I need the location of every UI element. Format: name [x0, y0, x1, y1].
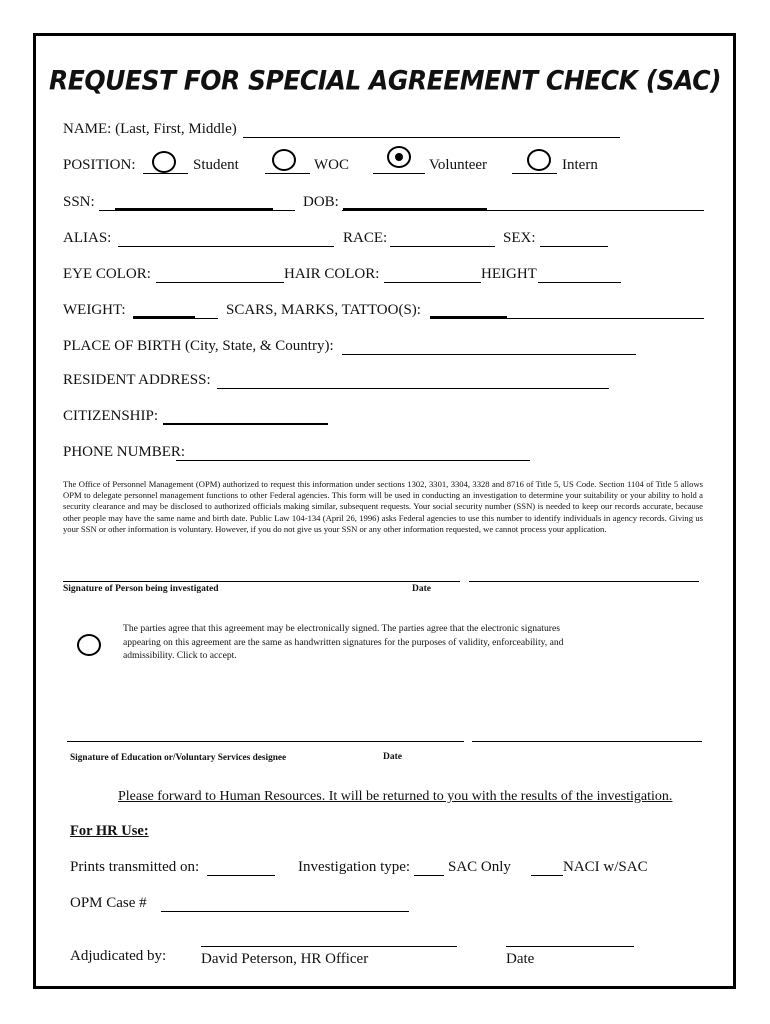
hair-color-field[interactable] — [384, 282, 481, 283]
woc-radio[interactable] — [272, 149, 296, 171]
volunteer-line — [373, 173, 425, 174]
dob-line-bold — [343, 208, 487, 210]
sac-only-field[interactable] — [414, 875, 444, 876]
signature-designee-date-label: Date — [383, 752, 402, 762]
weight-field[interactable] — [133, 318, 218, 319]
privacy-notice: The Office of Personnel Management (OPM) authorized to request this information under sections 1302, 3301, 3304, 3328 and 8716 of Title 5, US Code. Section 1104 of Title 5 allows OPM to delegate personnel management functions to other Federal agencies. This form will be used in conducting an investigation to determine your suitability or your ability to hold a security clearance and may be disclosed to authorized officials making similar, subsequent requests. Your social security number (SSN) is needed to keep our records accurate, because other people may have the same name and birth date. Public Law 104-134 (April 26, 1996) asks Federal agencies to use this number to identify individuals in agency records. Giving us your SSN or other information is voluntary. However, if you do not give us your SSN or any other information requested, we cannot process your application. — [63, 479, 703, 534]
scars-label: SCARS, MARKS, TATTOO(S): — [226, 302, 421, 318]
volunteer-label: Volunteer — [429, 157, 488, 173]
adjudicated-date-line[interactable] — [506, 946, 634, 947]
position-label: POSITION: — [63, 157, 136, 173]
prints-transmitted-label: Prints transmitted on: — [70, 859, 200, 875]
height-label: HEIGHT — [481, 266, 537, 282]
hair-color-label: HAIR COLOR: — [284, 266, 380, 282]
sac-only-label: SAC Only — [448, 859, 511, 875]
adjudicated-signature-line[interactable] — [201, 946, 457, 947]
intern-line — [512, 173, 557, 174]
opm-case-field[interactable] — [161, 911, 409, 912]
prints-transmitted-field[interactable] — [207, 875, 275, 876]
phone-label: PHONE NUMBER: — [63, 444, 186, 460]
scars-field[interactable] — [430, 318, 704, 319]
adjudicated-by-label: Adjudicated by: — [70, 948, 167, 964]
eye-color-field[interactable] — [156, 282, 284, 283]
hr-officer-name: David Peterson, HR Officer — [201, 951, 369, 967]
dob-label: DOB: — [303, 194, 339, 210]
signature-designee-label: Signature of Education or/Voluntary Services designee — [70, 753, 287, 763]
signature-person-date-label: Date — [412, 584, 431, 594]
naci-field[interactable] — [531, 875, 563, 876]
ssn-field[interactable] — [99, 210, 295, 211]
consent-text: The parties agree that this agreement may be electronically signed. The parties agree that the electronic signatures appearing on this agreement are the same as handwritten signatures for the purposes of validity, enforceability, and admissibility. Click to accept. — [123, 623, 564, 661]
investigation-type-label: Investigation type: — [298, 859, 411, 875]
weight-label: WEIGHT: — [63, 302, 126, 318]
phone-field[interactable] — [176, 460, 530, 461]
height-field[interactable] — [538, 282, 621, 283]
accept-consent-radio[interactable] — [77, 634, 101, 656]
eye-color-label: EYE COLOR: — [63, 266, 151, 282]
intern-radio[interactable] — [527, 149, 551, 171]
resident-address-field[interactable] — [217, 388, 609, 389]
race-label: RACE: — [343, 230, 388, 246]
citizenship-field[interactable] — [163, 423, 328, 425]
hr-use-heading: For HR Use: — [70, 823, 149, 839]
signature-person-label: Signature of Person being investigated — [63, 584, 219, 594]
woc-line — [265, 173, 310, 174]
dob-field[interactable] — [342, 210, 704, 211]
signature-designee-line[interactable] — [67, 741, 464, 742]
weight-line-bold — [133, 316, 195, 318]
alias-field[interactable] — [118, 246, 334, 247]
intern-label: Intern — [562, 157, 598, 173]
race-field[interactable] — [390, 246, 495, 247]
opm-case-label: OPM Case # — [70, 895, 147, 911]
citizenship-label: CITIZENSHIP: — [63, 408, 158, 424]
ssn-label: SSN: — [63, 194, 95, 210]
scars-line-bold — [430, 316, 507, 318]
forward-note: Please forward to Human Resources. It will be returned to you with the results of the investigation. — [118, 789, 673, 804]
signature-person-date-line[interactable] — [469, 581, 699, 582]
alias-label: ALIAS: — [63, 230, 112, 246]
place-of-birth-field[interactable] — [342, 354, 636, 355]
woc-label: WOC — [314, 157, 349, 173]
adjudicated-date-label: Date — [506, 951, 535, 967]
resident-address-label: RESIDENT ADDRESS: — [63, 372, 211, 388]
volunteer-radio[interactable] — [387, 146, 411, 168]
name-field[interactable] — [243, 137, 620, 138]
signature-designee-date-line[interactable] — [472, 741, 702, 742]
sex-label: SEX: — [503, 230, 536, 246]
place-of-birth-label: PLACE OF BIRTH (City, State, & Country): — [63, 338, 334, 354]
ssn-line-bold — [115, 208, 273, 210]
name-label: NAME: (Last, First, Middle) — [63, 121, 237, 137]
student-line — [143, 173, 188, 174]
naci-label: NACI w/SAC — [563, 859, 648, 875]
student-label: Student — [193, 157, 239, 173]
sex-field[interactable] — [540, 246, 608, 247]
student-radio[interactable] — [152, 151, 176, 173]
form-title: REQUEST FOR SPECIAL AGREEMENT CHECK (SAC) — [48, 65, 721, 96]
signature-person-line[interactable] — [63, 581, 460, 582]
